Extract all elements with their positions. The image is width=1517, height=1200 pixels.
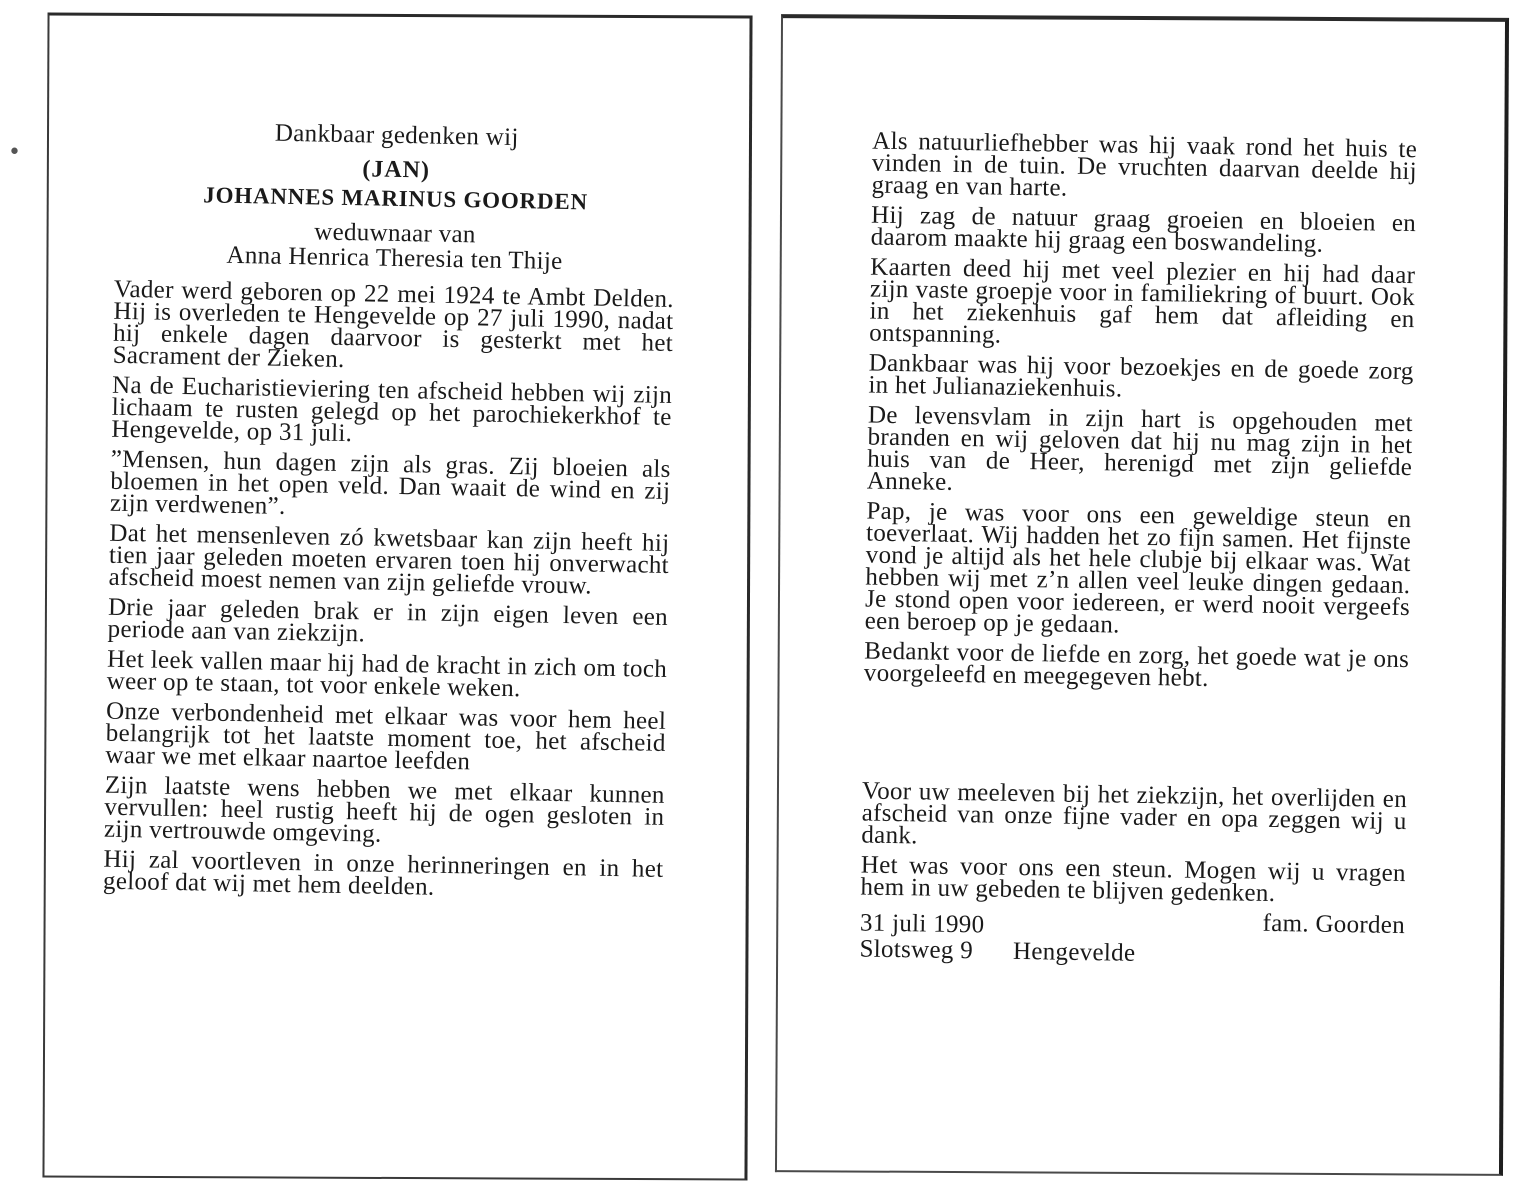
left-paragraph: Na de Eucharistieviering ten afscheid hebben wij zijn lichaam te rusten gelegd op het parochiekerkhof te Hengevelde, op 31 juli. <box>111 371 673 448</box>
thanks-paragraph: Voor uw meeleven bij het ziekzijn, het overlijden en afscheid van onze fijne vader en opa zeggen wij u dank. <box>861 777 1408 850</box>
left-paragraph: Zijn laatste wens hebben we met elkaar kunnen vervullen: heel rustig heeft hij de ogen gesloten in zijn vertrouwde omgeving. <box>103 771 665 848</box>
right-paragraph: Bedankt voor de liefde en zorg, het goede wat je ons voorgeleefd en meegegeven hebt. <box>863 637 1410 692</box>
memorial-card-left-page <box>42 12 752 1180</box>
family-signature: fam. Goorden <box>1262 909 1406 940</box>
right-paragraph: Hij zag de natuur graag groeien en bloeien en daarom maakte hij graag een boswandeling. <box>870 201 1417 258</box>
left-paragraph: Hij zal voortleven in onze herinneringen en in het geloof dat wij met hem deelden. <box>102 845 664 901</box>
right-paragraph: Dankbaar was hij voor bezoekjes en de goede zorg in het Julianaziekenhuis. <box>868 349 1414 403</box>
right-paragraph: De levensvlam in zijn hart is opgehouden met branden en wij geloven dat hij nu mag zijn in het huis van de Heer, herenigd met zijn geliefde Anneke. <box>866 401 1414 496</box>
card-date: 31 juli 1990 <box>859 909 985 939</box>
left-page-text <box>103 116 677 911</box>
right-paragraph: Als natuurliefhebber was hij vaak rond het huis te vinden in de tuin. De vruchten daarvan deelde hij graag en van harte. <box>871 127 1418 202</box>
deceased-full-name: JOHANNES MARINUS GOORDEN <box>203 182 589 215</box>
memorial-card-right-page <box>775 14 1509 1176</box>
left-paragraph: Dat het mensenleven zó kwetsbaar kan zijn heeft hij tien jaar geleden moeten ervaren toen hij onverwacht afscheid moest nemen van zijn geliefde vrouw. <box>108 519 670 600</box>
spacer <box>862 693 1408 790</box>
nickname: (JAN) <box>362 156 431 184</box>
left-paragraph: Onze verbondenheid met elkaar was voor hem heel belangrijk tot het laatste moment toe, het afscheid waar we met elkaar naartoe leefden <box>105 697 667 776</box>
thanks-paragraph: Het was voor ons een steun. Mogen wij u vragen hem in uw gebeden te blijven gedenken. <box>860 851 1407 908</box>
left-paragraph: ”Mensen, hun dagen zijn als gras. Zij bloeien als bloemen in het open veld. Dan waait de wind en zij zijn verdwenen”. <box>109 445 671 520</box>
left-paragraph: Vader werd geboren op 22 mei 1924 te Ambt Delden. Hij is overleden te Hengevelde op 27 juli 1990, nadat hij enkele dagen daarvoor is gesterkt met het Sacrament der Zieken. <box>112 275 675 373</box>
spouse-name: Anna Henrica Theresia ten Thije <box>226 241 563 275</box>
intro-line: Dankbaar gedenken wij <box>274 119 519 152</box>
right-paragraph: Pap, je was voor ons een geweldige steun en toeverlaat. Wij hadden het zo fijn samen. Het fijnste vond je altijd als het hele clubje bij elkaar was. Wat hebben wij met z’n allen veel leuke dingen gedaan. Je stond open voor iedereen, er werd nooit vergeefs een beroep op je gedaan. <box>864 497 1412 639</box>
widower-label: weduwnaar van <box>314 218 476 249</box>
right-page-text <box>859 127 1418 971</box>
left-paragraph: Drie jaar geleden brak er in zijn eigen leven een periode aan van ziekzijn. <box>107 593 669 648</box>
left-paragraph: Het leek vallen maar hij had de kracht in zich om toch weer op te staan, tot voor enkele weken. <box>106 645 668 703</box>
margin-ink-mark: • <box>8 140 21 165</box>
right-paragraph: Kaarten deed hij met veel plezier en hij had daar zijn vaste groepje voor in familiekring of buurt. Ook in het ziekenhuis gaf hem dat afleiding en ontspanning. <box>869 253 1416 349</box>
street-address: Slotsweg 9 <box>859 935 974 965</box>
town-name: Hengevelde <box>1012 937 1136 967</box>
